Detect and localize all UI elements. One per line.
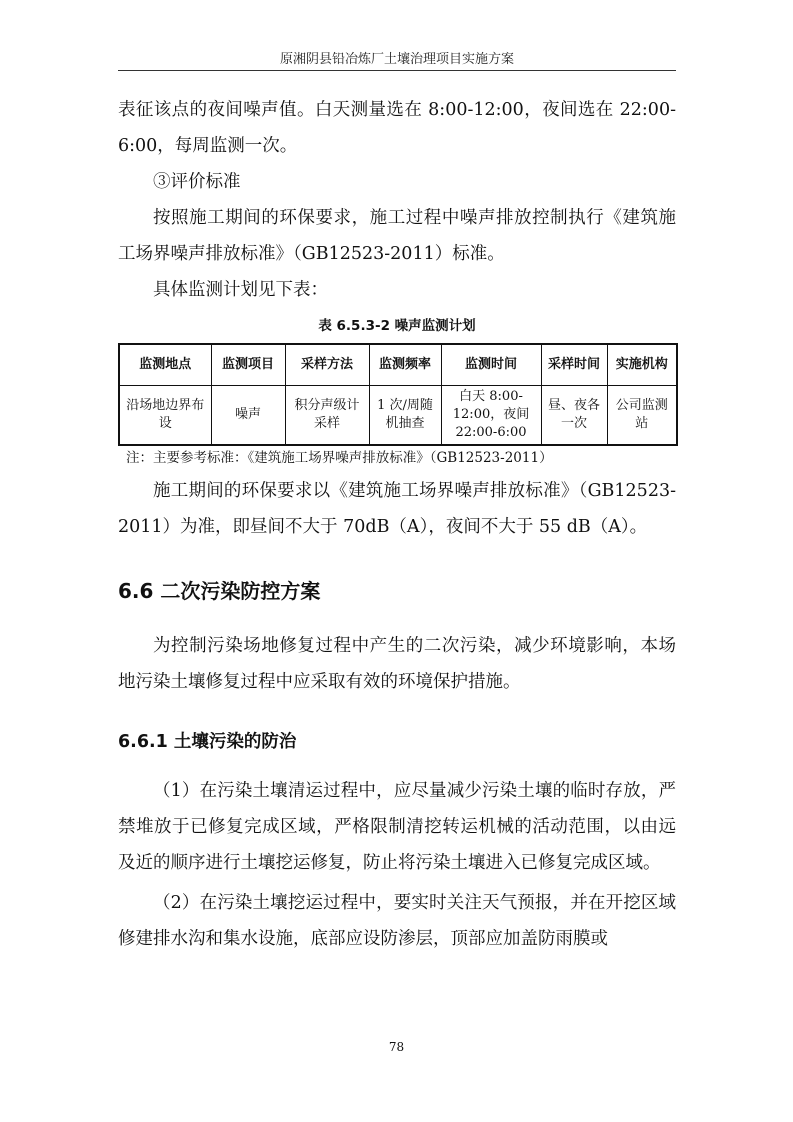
table-row <box>119 386 677 446</box>
paragraph-secondary-pollution-intro: 为控制污染场地修复过程中产生的二次污染，减少环境影响，本场地污染土壤修复过程中应采取有效的环境保护措施。 <box>118 636 676 692</box>
header-frequency: 监测频率 <box>369 344 441 386</box>
paragraph-plan-intro: 具体监测计划见下表： <box>153 280 328 300</box>
cell-location: 沿场地边界布设 <box>119 386 211 446</box>
evaluation-standard-label: ③评价标准 <box>153 172 241 192</box>
page-number: 78 <box>388 1040 405 1054</box>
section-heading-6-6: 6.6 二次污染防控方案 <box>118 579 321 603</box>
header-sampling-time: 采样时间 <box>541 344 607 386</box>
paragraph-item-1: （1）在污染土壤清运过程中，应尽量减少污染土壤的临时存放，严禁堆放于已修复完成区域，严格限制清挖转运机械的活动范围，以由远及近的顺序进行土壤挖运修复，防止将污染土壤进入已修复完成区域。 <box>118 781 676 873</box>
table-caption: 表 6.5.3-2 噪声监测计划 <box>318 318 476 334</box>
header-method: 采样方法 <box>285 344 369 386</box>
cell-method: 积分声级计采样 <box>285 386 369 446</box>
table-header-row <box>119 344 677 386</box>
paragraph-night-noise: 表征该点的夜间噪声值。白天测量选在 8:00-12:00，夜间选在 22:00-6:00，每周监测一次。 <box>118 100 676 156</box>
header-location: 监测地点 <box>119 344 211 386</box>
header-agency: 实施机构 <box>607 344 677 386</box>
paragraph-noise-control: 按照施工期间的环保要求，施工过程中噪声排放控制执行《建筑施工场界噪声排放标准》（GB12523-2011）标准。 <box>118 208 676 264</box>
cell-time: 白天 8:00-12:00，夜间 22:00-6:00 <box>441 386 541 446</box>
running-header: 原湘阴县铅冶炼厂土壤治理项目实施方案 <box>279 52 514 67</box>
paragraph-item-2: （2）在污染土壤挖运过程中，要实时关注天气预报，并在开挖区域修建排水沟和集水设施，底部应设防渗层，顶部应加盖防雨膜或 <box>118 893 676 949</box>
page-body <box>118 92 676 957</box>
table-note: 注：主要参考标准：《建筑施工场界噪声排放标准》（GB12523-2011） <box>126 450 553 466</box>
header-time: 监测时间 <box>441 344 541 386</box>
cell-frequency: 1 次/周随机抽查 <box>369 386 441 446</box>
paragraph-standard: 施工期间的环保要求以《建筑施工场界噪声排放标准》（GB12523-2011）为准，即昼间不大于 70dB（A），夜间不大于 55 dB（A）。 <box>118 481 676 537</box>
header-rule <box>118 70 676 71</box>
header-item: 监测项目 <box>211 344 285 386</box>
section-heading-6-6-1: 6.6.1 土壤污染的防治 <box>118 732 297 752</box>
cell-agency: 公司监测站 <box>607 386 677 446</box>
cell-item: 噪声 <box>211 386 285 446</box>
noise-monitoring-table <box>118 343 678 446</box>
cell-sampling-time: 昼、夜各一次 <box>541 386 607 446</box>
